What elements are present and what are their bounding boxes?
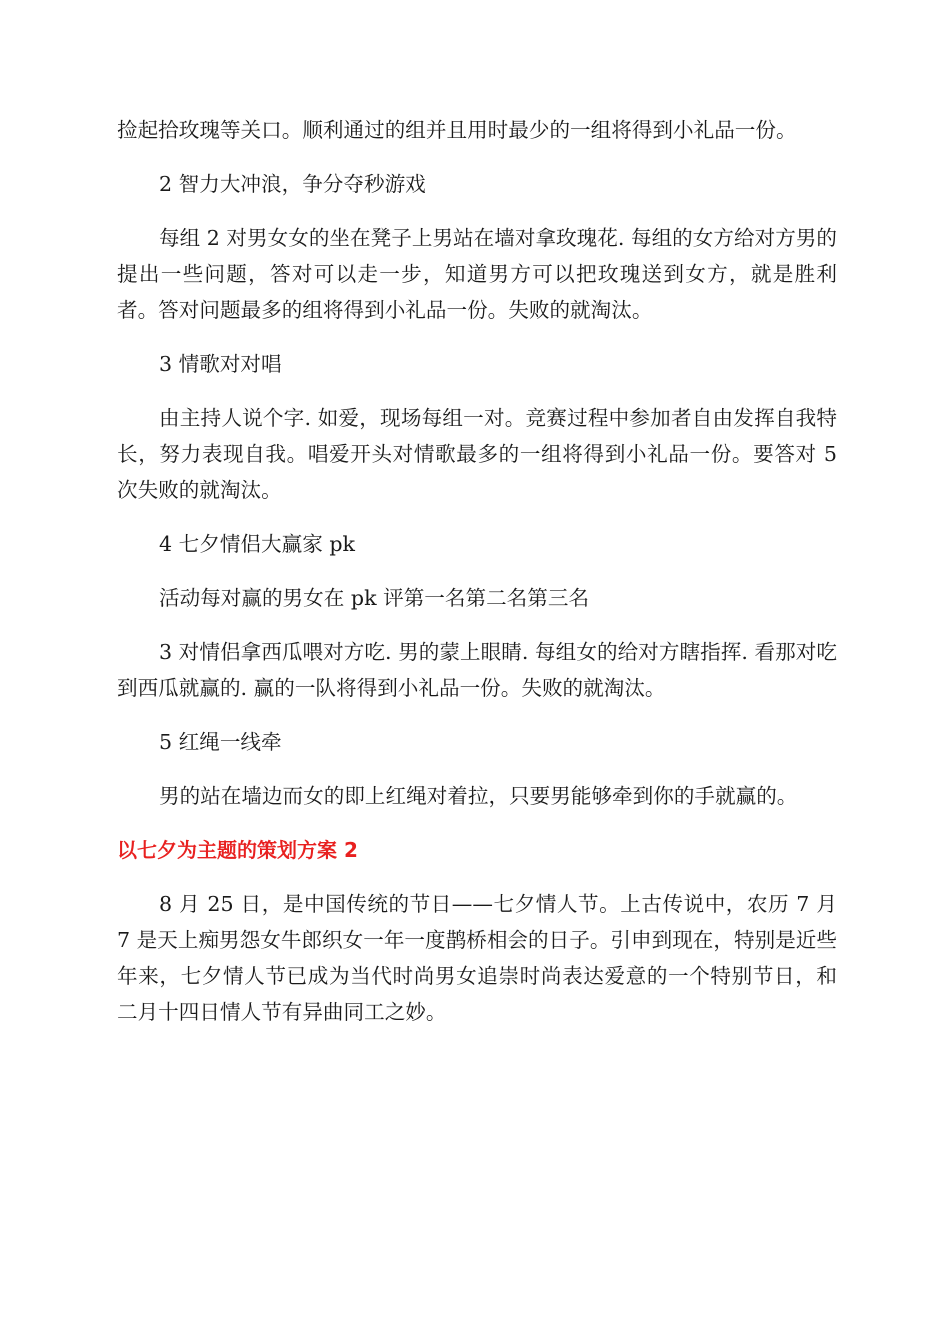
item-title-4: 4 七夕情侣大赢家 pk [159, 532, 356, 556]
item-title-3: 3 情歌对对唱 [159, 352, 282, 376]
paragraph-item-5: 男的站在墙边而女的即上红绳对着拉，只要男能够牵到你的手就赢的。 [159, 784, 798, 808]
document-page [117, 112, 837, 1030]
paragraph-item-2: 每组 2 对男女女的坐在凳子上男站在墙对拿玫瑰花. 每组的女方给对方男的提出一些问题，答对可以走一步，知道男方可以把玫瑰送到女方，就是胜利者。答对问题最多的组将得到小礼品一份。失败的就淘汰。 [117, 226, 837, 322]
section-heading: 以七夕为主题的策划方案 2 [117, 838, 358, 862]
paragraph-continued: 捡起拾玫瑰等关口。顺利通过的组并且用时最少的一组将得到小礼品一份。 [117, 118, 797, 142]
paragraph-item-4a: 活动每对赢的男女在 pk 评第一名第二名第三名 [159, 586, 590, 610]
paragraph-intro: 8 月 25 日，是中国传统的节日——七夕情人节。上古传说中，农历 7 月 7 是天上痴男怨女牛郎织女一年一度鹊桥相会的日子。引申到现在，特别是近些年来，七夕情人节已成为当代时尚男女追崇时尚表达爱意的一个特别节日，和二月十四日情人节有异曲同工之妙。 [117, 892, 837, 1024]
paragraph-item-4b: 3 对情侣拿西瓜喂对方吃. 男的蒙上眼睛. 每组女的给对方瞎指挥. 看那对吃到西瓜就赢的. 赢的一队将得到小礼品一份。失败的就淘汰。 [117, 640, 837, 700]
item-title-2: 2 智力大冲浪，争分夺秒游戏 [159, 172, 426, 196]
paragraph-item-3: 由主持人说个字. 如爱，现场每组一对。竞赛过程中参加者自由发挥自我特长，努力表现自我。唱爱开头对情歌最多的一组将得到小礼品一份。要答对 5 次失败的就淘汰。 [117, 406, 837, 502]
item-title-5: 5 红绳一线牵 [159, 730, 282, 754]
